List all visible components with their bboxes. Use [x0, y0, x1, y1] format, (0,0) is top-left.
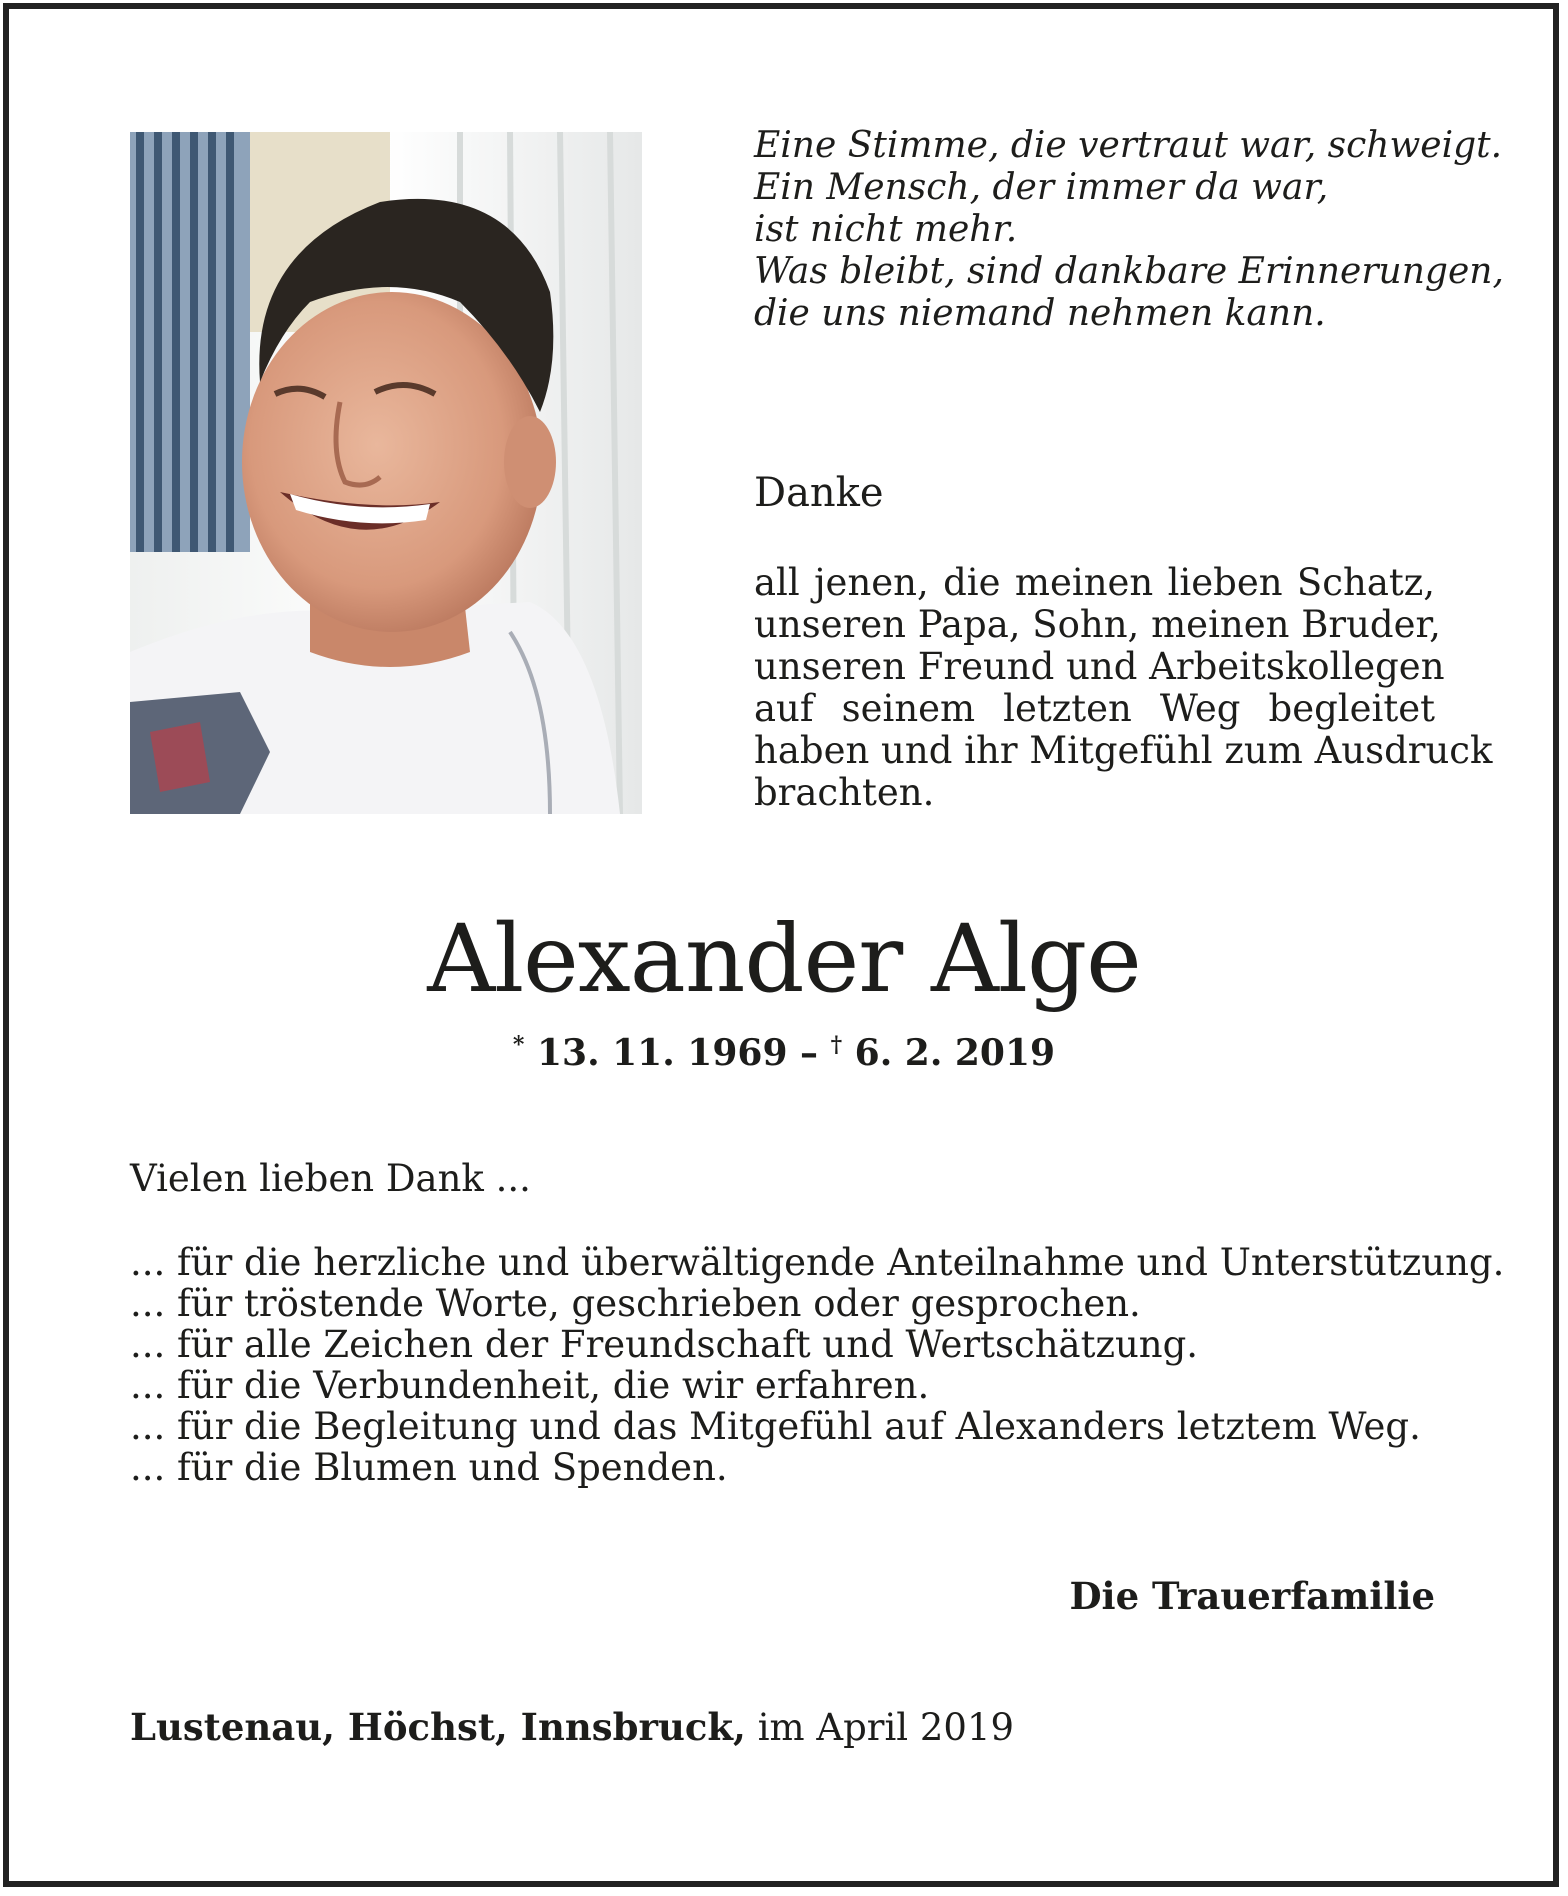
thanks-list [130, 1242, 1504, 1488]
list-item: ... für die Begleitung und das Mitgefühl auf Alexanders letztem Weg. [130, 1405, 1421, 1448]
portrait-photo [130, 132, 642, 814]
thanks-line: all jenen, die meinen lieben Schatz, [754, 561, 1435, 604]
signature: Die Trauerfamilie [1069, 1574, 1435, 1618]
poem-line: Ein Mensch, der immer da war, [754, 167, 1329, 208]
thanks-paragraph [754, 561, 1493, 814]
place-date [130, 1705, 1014, 1749]
death-date: 6. 2. 2019 [854, 1032, 1056, 1074]
birth-date: 13. 11. 1969 [536, 1032, 788, 1074]
thanks-line: brachten. [754, 771, 935, 814]
list-item: ... für tröstende Worte, geschrieben oder gesprochen. [130, 1282, 1141, 1325]
date-text: im April 2019 [757, 1706, 1015, 1749]
deceased-name: Alexander Alge [427, 905, 1141, 1014]
thanks-line: haben und ihr Mitgefühl zum Ausdruck [754, 729, 1493, 772]
list-item: ... für die Blumen und Spenden. [130, 1446, 728, 1489]
poem-line: die uns niemand nehmen kann. [754, 293, 1326, 334]
date-separator: – [800, 1032, 819, 1074]
vielen-dank-heading: Vielen lieben Dank ... [130, 1157, 531, 1200]
poem-line: ist nicht mehr. [754, 209, 1018, 250]
poem-line: Was bleibt, sind dankbare Erinnerungen, [754, 251, 1504, 292]
birth-symbol: * [512, 1032, 525, 1058]
radiator [130, 132, 250, 552]
list-item: ... für die Verbundenheit, die wir erfahren. [130, 1364, 930, 1407]
places: Lustenau, Höchst, Innsbruck, [130, 1705, 746, 1749]
poem [754, 125, 1504, 335]
list-item: ... für alle Zeichen der Freundschaft und Wertschätzung. [130, 1323, 1199, 1366]
list-item: ... für die herzliche und überwältigende Anteilnahme und Unterstützung. [130, 1241, 1505, 1284]
danke-heading: Danke [754, 470, 884, 516]
death-symbol: † [830, 1032, 843, 1058]
thanks-line: unseren Freund und Arbeitskollegen [754, 645, 1445, 688]
life-dates [0, 1032, 1568, 1074]
poem-line: Eine Stimme, die vertraut war, schweigt. [754, 125, 1503, 166]
thanks-line: unseren Papa, Sohn, meinen Bruder, [754, 603, 1441, 646]
thanks-line: auf seinem letzten Weg begleitet [754, 687, 1435, 730]
